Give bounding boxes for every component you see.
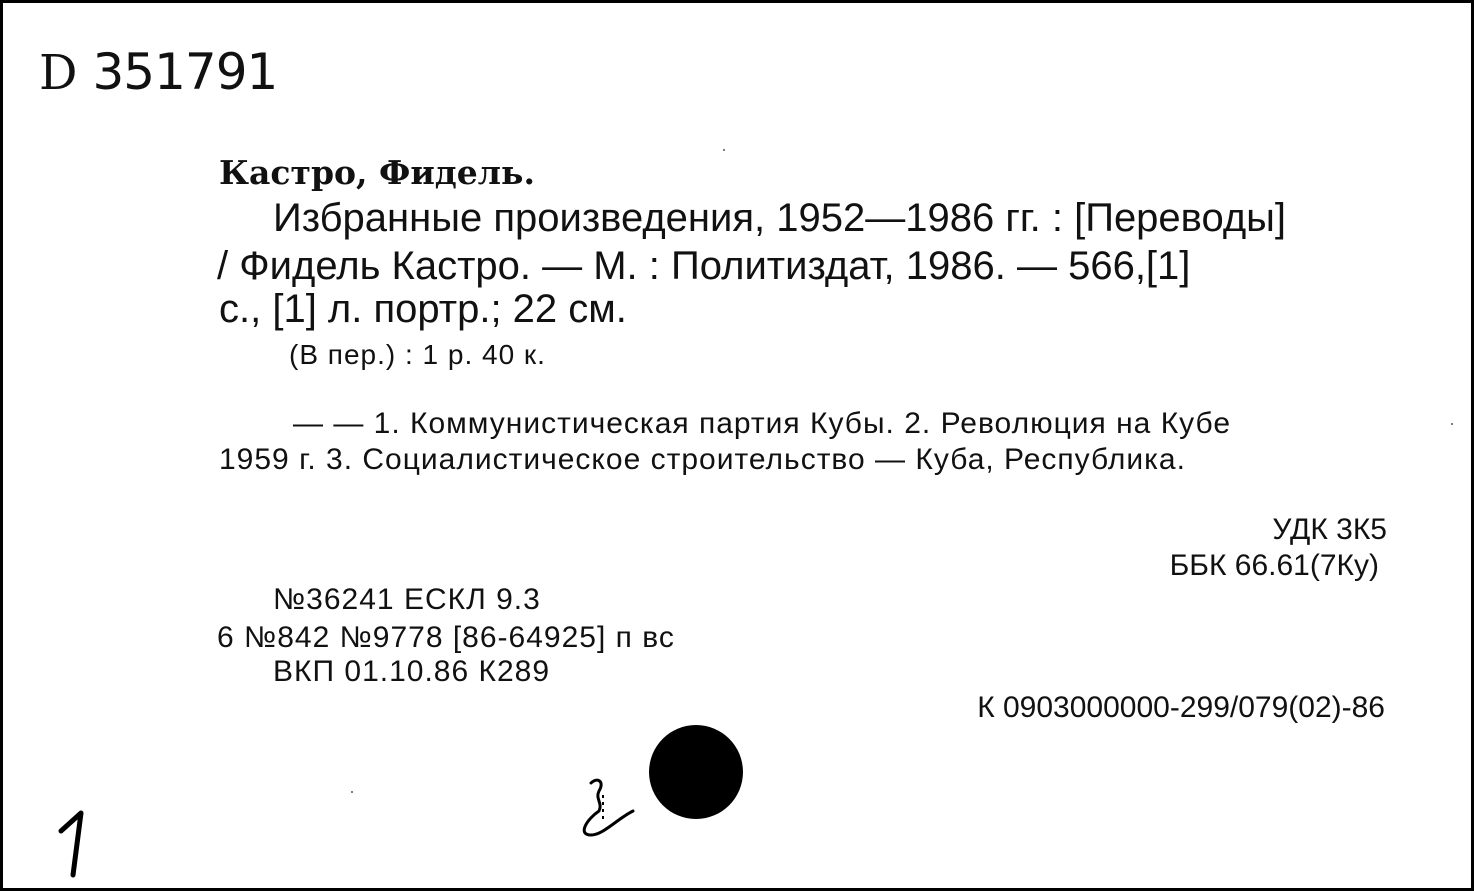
binding-price: (В пер.) : 1 р. 40 к. [289,339,546,370]
subject-headings-line-1: — — 1. Коммунистическая партия Кубы. 2. Революция на Кубе [293,407,1232,440]
registration-line-2: 6 №842 №9778 [86-64925] п вс [217,621,675,654]
stamp-number: 351791 [92,43,278,101]
handwritten-mark [577,775,637,841]
author-heading: Кастро, Фидель. [219,153,535,192]
stamp-mark: D [39,45,77,101]
paper-speck [1451,423,1453,425]
title-line-2: / Фидель Кастро. — М. : Политиздат, 1986. — 566,[1] [217,244,1191,288]
paper-speck [351,791,353,793]
registration-line-3: ВКП 01.10.86 К289 [273,655,551,688]
title-line-1: Избранные произведения, 1952—1986 гг. : [Переводы] [273,196,1287,240]
inventory-stamp [39,43,277,101]
handwritten-digit-one [55,809,95,879]
paper-speck [723,149,725,151]
bbk-index: ББК 66.61(7Ку) [1169,549,1379,582]
publication-code: К 0903000000-299/079(02)-86 [977,691,1385,724]
subject-headings-line-2: 1959 г. 3. Социалистическое строительство — Куба, Республика. [219,443,1186,476]
punch-hole [649,725,743,819]
title-line-3: с., [1] л. портр.; 22 см. [219,287,627,331]
udk-index: УДК 3К5 [1272,513,1387,546]
registration-line-1: №36241 ЕСКЛ 9.3 [273,583,541,616]
